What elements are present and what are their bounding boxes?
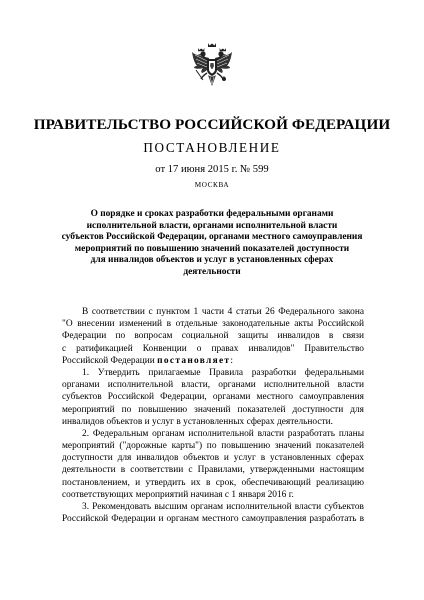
body-line xyxy=(62,355,364,367)
paragraph-item-3 xyxy=(62,501,364,525)
body-line: В соответствии с пунктом 1 части 4 статьи 26 Федерального закона xyxy=(82,307,364,317)
body-line: мероприятий по повышению значений показателей доступности для xyxy=(62,404,364,415)
document-date-number: от 17 июня 2015 г. № 599 xyxy=(155,164,269,175)
heading-line: субъектов Российской Федерации, органами местного самоуправления xyxy=(61,232,363,243)
document-heading xyxy=(60,209,364,279)
body-line: 1. Утвердить прилагаемые Правила разработки федеральными xyxy=(82,367,364,378)
body-line: органами исполнительной власти, органами исполнительной власти xyxy=(62,380,364,391)
government-title: ПРАВИТЕЛЬСТВО РОССИЙСКОЙ ФЕДЕРАЦИИ xyxy=(33,116,391,133)
body-line: Федерации по вопросам социальной защиты инвалидов в связи xyxy=(62,331,364,342)
body-line: 2. Федеральным органам исполнительной власти разработать планы xyxy=(82,428,364,439)
body-line: соответствующих мероприятий начиная с 1 января 2016 г. xyxy=(62,489,294,500)
preamble-tail: Российской Федерации xyxy=(62,355,158,366)
body-line: деятельности в соответствии с Правилами, утвержденными настоящим xyxy=(62,465,364,476)
heading-line: О порядке и сроках разработки федеральными органами xyxy=(90,209,334,219)
document-city: МОСКВА xyxy=(194,181,230,189)
document-body xyxy=(62,306,364,525)
double-headed-eagle-icon xyxy=(191,42,233,88)
paragraph-item-1 xyxy=(62,367,364,428)
heading-line: исполнительной власти, органами исполнительной власти xyxy=(86,220,338,231)
body-line: субъектов Российской Федерации, органами местного самоуправления xyxy=(62,392,364,403)
body-line: мероприятий ("дорожные карты") по повышению значений показателей xyxy=(62,441,364,452)
document-type: ПОСТАНОВЛЕНИЕ xyxy=(143,140,281,155)
heading-line: мероприятий по повышению значений показателей доступности xyxy=(74,243,350,254)
heading-line: для инвалидов объектов и услуг в установленных сферах xyxy=(90,255,334,266)
preamble-colon: : xyxy=(230,355,233,366)
heading-line: деятельности xyxy=(183,266,241,277)
body-line: постановлением, и утвердить их в срок, обеспечивающий реализацию xyxy=(62,477,364,488)
body-line: 3. Рекомендовать высшим органам исполнительной власти субъектов xyxy=(82,502,364,512)
body-line: с ратификацией Конвенции о правах инвалидов" Правительство xyxy=(62,343,364,354)
body-line: Российской Федерации и органам местного самоуправления разработать в xyxy=(62,514,364,525)
body-line: "О внесении изменений в отдельные законодательные акты Российской xyxy=(62,319,364,330)
body-line: доступности для инвалидов объектов и услуг в установленных сферах xyxy=(62,453,364,464)
paragraph-preamble xyxy=(62,306,364,367)
resolution-keyword: постановляет xyxy=(157,355,231,366)
body-line: инвалидов объектов и услуг в установленных сферах деятельности. xyxy=(62,416,333,427)
paragraph-item-2 xyxy=(62,428,364,501)
